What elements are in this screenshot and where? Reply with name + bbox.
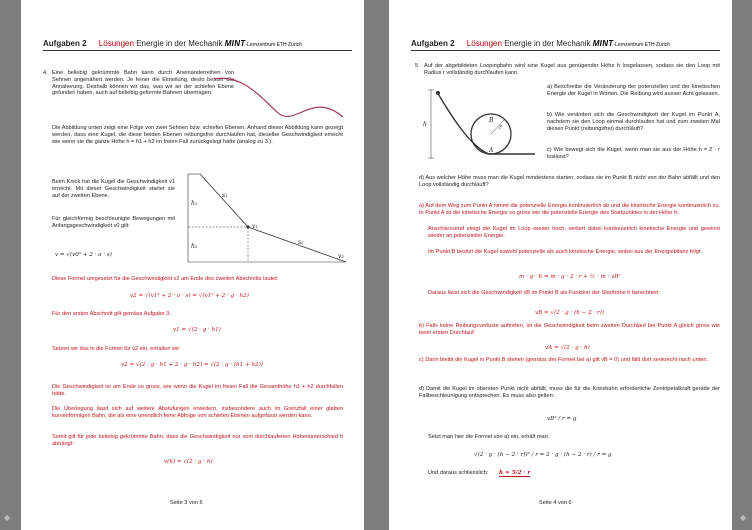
solution-text-3: Setzen wir das in die Formel für v2 ein, erhalten wir: [52,346,181,352]
two-ramps-diagram [186,172,349,267]
question-5-intro: Auf der abgebildeten Loopingbahn wird eine Kugel aus genügender Höhe h losgelassen, sodass sie den Loop mit Radius r vollständig durchlaufen kann. [424,63,720,76]
label-v1: v₁ [252,223,258,230]
question-number: 4. [43,70,48,76]
solution-text-1: Diese Formel umgesetzt für die Geschwindigkeit v2 am Ende des zweiten Abschnitts lautet: [52,276,279,282]
label-s2: s₂ [298,239,304,246]
page-3 [21,0,364,530]
page-footer: Seite 3 von 6 [170,500,203,506]
formula-substituted: √(2 · g · (h − 2 · r))² / r = 2 · g · (h − 2 · r) / r = g [474,452,612,458]
page-header [43,38,352,51]
header-lernzentrum: -Lernzentrum ETH Zürich [245,42,302,48]
label-s1: s₁ [222,192,228,199]
looping-track-figure [419,84,539,164]
knick-text: Beim Knick hat die Kugel die Geschwindigkeit v1 erreicht. Mit dieser Geschwindigkeit startet sie auf der zweiten Ebene. [52,179,175,199]
page-header [411,38,720,51]
solution-text-4: Die Geschwindigkeit ist am Ende so gross, wie wenn die Kugel im freien Fall die Gesamthöhe h1 + h2 durchfallen hätte. [52,384,343,397]
acceleration-text: Für gleichförmig beschleunigte Bewegungen mit Anfangsgeschwindigkeit v0 gilt: [52,216,175,229]
formula-vA: vA = √(2 · g · h) [545,345,590,351]
solution-5d: d) Damit die Kugel im obersten Punkt nicht abfällt, muss die für die Kreisbahn erforderliche Zentripetalkraft gerade der Fallbeschleunigung entsprechen. Es muss also gelten: [419,386,720,399]
label-h1: h₁ [191,200,198,207]
formula-vB: vB = √(2 · g · (h − 2 · r)) [535,310,605,316]
header-topic: Energie in der Mechanik [136,39,223,48]
question-4-intro: Eine beliebig gekrümmte Bahn kann durch Aneinanderreihen von Sehnen angenähert werden. Je feiner die Einteilung, desto besser die Annäherung. Deshalb können wir das, was wir an der schiefen Ebene gefunden haben, auch auf beliebig geformte Bahnen übertragen. [52,70,234,97]
corner-fold-icon: ◆ [740,513,747,522]
header-loesungen: Lösungen [466,39,502,48]
label-a: A [489,147,494,154]
formula-v1: v1 = √(2 · g · h1) [173,327,221,333]
formula-v2-combined: v2 = √(2 · g · h1 + 2 · g · h2) = √(2 · g · (h1 + h2)) [121,362,263,368]
solution-5c: c) Dann bleibt die Kugel in Punkt B stehen (gemäss der Formel bei a) gilt vB = 0) und fällt dort senkrecht nach unten. [419,357,709,363]
header-loesungen: Lösungen [98,39,134,48]
formula-centripetal: vB² / r = g [547,416,577,422]
curved-track-figure [211,70,345,130]
header-aufgaben: Aufgaben 2 [411,39,455,48]
formula-energy-balance: m · g · h = m · g · 2 · r + ½ · m · vB² [519,274,621,280]
formula-v2: v2 = √(v1² + 2 · a · s) = √(v1² + 2 · g · h2) [130,293,249,299]
solution-text-6: Somit gilt für jede beliebig gekrümmte Bahn, dass die Geschwindigkeit nur vom durchlaufenen Höhenunterschied h abhängt: [52,434,343,447]
question-5b: b) Wie verändert sich die Geschwindigkeit der Kugel im Punkt A, nachdem sie den Loop einmal durchlaufen hat und zum zweiten Mal diesen Punkt (reibungsfrei) durchläuft? [547,112,720,132]
question-5c: c) Wie bewegt sich die Kugel, wenn man sie aus der Höhe h = 2 · r loslässt? [547,147,720,160]
header-aufgaben: Aufgaben 2 [43,39,87,48]
solution-5a-3: Im Punkt B besitzt die Kugel sowohl potenzielle als auch kinetische Energie, wobei aus der Energiebilanz folgt: [428,249,702,255]
label-v2: v₂ [338,253,344,260]
label-r: r [499,124,502,131]
label-b: B [489,117,494,124]
solution-5b: b) Falls keine Reibungsverluste auftreten, ist die Geschwindigkeit beim zweiten Durchlauf bei Punkt A gleich gross wie beim ersten Durchlauf: [419,323,720,336]
page-footer: Seite 4 von 6 [539,500,572,506]
header-topic: Energie in der Mechanik [504,39,591,48]
solution-5a-1: a) Auf dem Weg zum Punkt A nimmt die potenzielle Energie kontinuierlich ab und die kinetische Energie kontinuierlich zu. In Punkt A ist die kinetische Energie so gross wie die potenzielle Energie des Startpunktes in der Höhe h. [419,203,720,216]
label-h: h [423,121,427,128]
header-mint: MINT [224,39,246,48]
question-5a: a) Beschreibe die Veränderung der potenziellen und der kinetischen Energie der Kugel in Worten. Die Reibung wird ausser Acht gelassen. [547,84,720,97]
solution-text-2: Für den ersten Abschnitt gilt gemäss Aufgabe 3: [52,311,171,317]
solution-5a-4: Daraus lässt sich die Geschwindigkeit vB im Punkt B als Funktion der Starthöhe h berechnen: [428,290,660,296]
page-4 [389,0,732,530]
header-lernzentrum: -Lernzentrum ETH Zürich [613,42,670,48]
question-5d: d) Aus welcher Höhe muss man die Kugel mindestens starten, sodass sie im Punkt B nicht von der Bahn abfällt und den Loop vollständig durchläuft? [419,175,720,188]
formula-velocity: v = √(v0² + 2 · a · s) [55,252,112,258]
formula-result: h = 5/2 · r [499,470,531,476]
solution-5a-2: Anschliessend steigt die Kugel im Loop wieder hoch, verliert dabei kontinuierlich kinetische Energie und gewinnt wieder an potenzieller Energie. [428,226,720,239]
solution-5d-2: Setzt man hier die Formel von a) ein, erhält man: [428,434,550,440]
question-number: 5. [415,63,420,69]
header-mint: MINT [592,39,614,48]
solution-text-5: Die Überlegung lässt sich auf weitere Abstufungen erweitern, insbesondere auch im Grenzfall einer glatten kurvenförmigen Bahn, die als eine unendlich feine Abfolge von schiefen Ebenen aufgefasst werden kann. [52,406,343,419]
question-4-figure-text: Die Abbildung unten zeigt eine Folge von zwei Sehnen bzw. schiefen Ebenen. Anhand dieser Abbildung kann gezeigt werden, dass eine Kugel, die diese beiden Ebenen reibungsfrei durchlaufen hat, dieselbe Geschwindigkeit erreicht wie wenn sie die ganze Höhe h = h1 + h2 im freien Fall zurückgelegt hätte (analog zu 3.). [52,125,343,145]
formula-v-of-h: v(h) = √(2 · g · h) [164,459,213,465]
corner-fold-icon: ◆ [4,513,11,522]
label-h2: h₂ [191,243,198,250]
solution-5d-3: Und daraus schliesslich: [428,470,489,476]
